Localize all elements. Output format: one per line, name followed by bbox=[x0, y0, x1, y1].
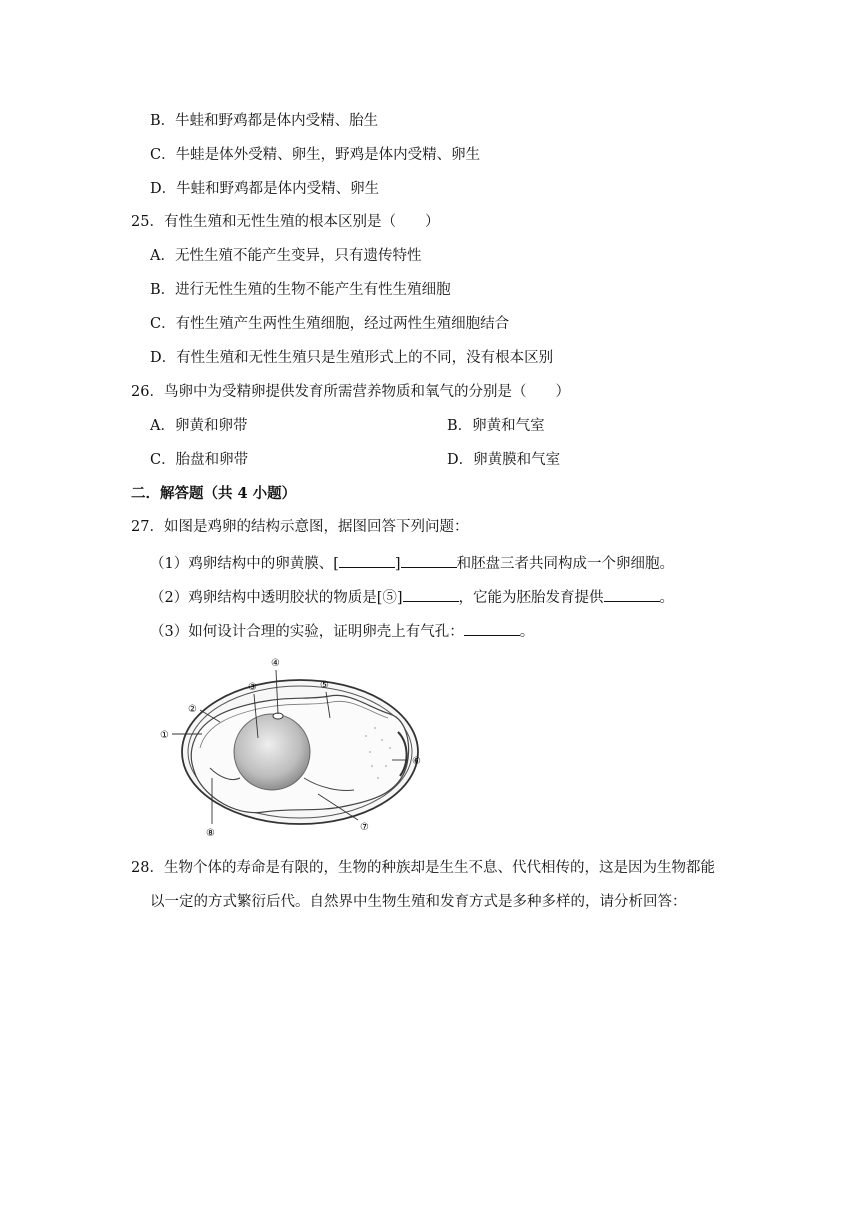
question-26-stem: 26．鸟卵中为受精卵提供发育所需营养物质和氧气的分别是（ ） bbox=[131, 384, 570, 400]
question-25-stem: 25．有性生殖和无性生殖的根本区别是（ ） bbox=[131, 214, 440, 230]
question-27-part-1: （1）鸡卵结构中的卵黄膜、[ ] 和胚盘三者共同构成一个卵细胞。 bbox=[150, 551, 674, 574]
label-2: ② bbox=[188, 704, 197, 715]
answer-blank[interactable] bbox=[403, 585, 459, 602]
question-27-part-3: （3）如何设计合理的实验，证明卵壳上有气孔： 。 bbox=[150, 619, 534, 642]
answer-blank[interactable] bbox=[401, 551, 457, 568]
label-8: ⑧ bbox=[206, 828, 215, 839]
option-26-c: C．胎盘和卵带 bbox=[150, 452, 249, 468]
option-25-c: C．有性生殖产生两性生殖细胞，经过两性生殖细胞结合 bbox=[150, 316, 510, 332]
option-24-c: C．牛蛙是体外受精、卵生，野鸡是体内受精、卵生 bbox=[150, 147, 481, 163]
option-25-a: A．无性生殖不能产生变异，只有遗传特性 bbox=[150, 248, 422, 264]
option-25-b: B．进行无性生殖的生物不能产生有性生殖细胞 bbox=[150, 282, 451, 298]
option-24-b: B．牛蛙和野鸡都是体内受精、胎生 bbox=[150, 113, 379, 129]
option-25-d: D．有性生殖和无性生殖只是生殖形式上的不同，没有根本区别 bbox=[150, 350, 554, 366]
option-26-d: D．卵黄膜和气室 bbox=[447, 452, 561, 468]
label-3: ③ bbox=[248, 682, 257, 693]
answer-blank[interactable] bbox=[464, 619, 520, 636]
answer-blank[interactable] bbox=[339, 551, 395, 568]
option-26-b: B．卵黄和气室 bbox=[447, 418, 545, 434]
question-28-line-2: 以一定的方式繁衍后代。自然界中生物生殖和发育方式是多种多样的，请分析回答： bbox=[150, 894, 687, 910]
option-26-a: A．卵黄和卵带 bbox=[150, 418, 248, 434]
label-4: ④ bbox=[271, 658, 280, 669]
label-6: ⑥ bbox=[412, 756, 421, 767]
question-27-part-2: （2）鸡卵结构中透明胶状的物质是[⑤] ，它能为胚胎发育提供 。 bbox=[150, 585, 674, 608]
label-7: ⑦ bbox=[360, 822, 369, 833]
label-5: ⑤ bbox=[320, 680, 329, 691]
option-24-d: D．牛蛙和野鸡都是体内受精、卵生 bbox=[150, 181, 380, 197]
egg-structure-diagram bbox=[140, 648, 430, 844]
answer-blank[interactable] bbox=[604, 585, 660, 602]
question-28-line-1: 28．生物个体的寿命是有限的，生物的种族却是生生不息、代代相传的，这是因为生物都能 bbox=[131, 860, 715, 876]
section-heading: 二．解答题（共 4 小题） bbox=[131, 485, 297, 502]
label-1: ① bbox=[160, 730, 169, 741]
question-27-stem: 27．如图是鸡卵的结构示意图，据图回答下列问题： bbox=[131, 519, 469, 535]
yolk bbox=[234, 714, 310, 790]
